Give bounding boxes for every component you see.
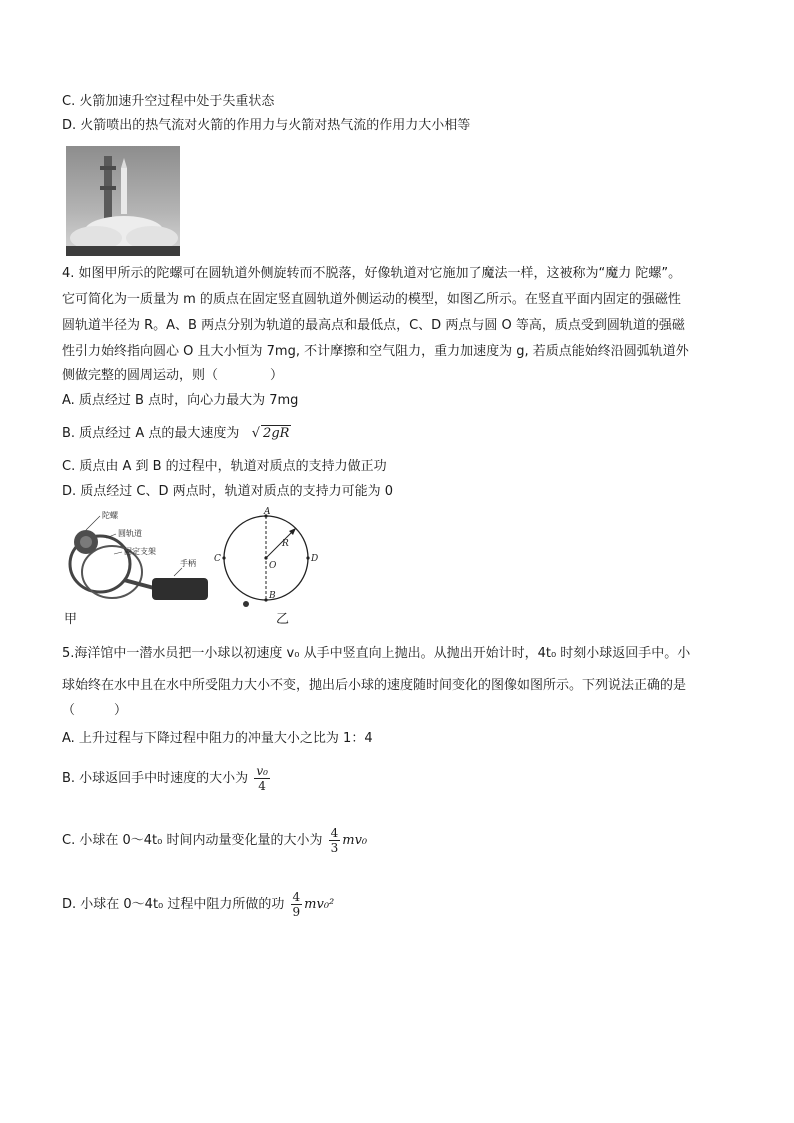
q5-stem-line-3: （ ） (62, 703, 128, 718)
figure-yi-label-c: C (214, 554, 221, 564)
q4-stem-line-3: 圆轨道半径为 R。A、B 两点分别为轨道的最高点和最低点，C、D 两点与圆 O 等高，质点受到圆轨道的强磁 (62, 318, 685, 333)
figure-jia-label-handle: 手柄 (180, 559, 196, 568)
q4-option-a: A. 质点经过 B 点时，向心力最大为 7mg (62, 393, 299, 408)
q3-option-d: D. 火箭喷出的热气流对火箭的作用力与火箭对热气流的作用力大小相等 (62, 118, 471, 133)
q5-option-d-denominator: 9 (292, 905, 301, 919)
q4-stem-line-2: 它可简化为一质量为 m 的质点在固定竖直圆轨道外侧运动的模型，如图乙所示。在竖直平面内固定的强磁性 (62, 292, 681, 307)
q5-option-c-numerator: 4 (330, 826, 339, 840)
figure-jia-caption: 甲 (64, 612, 78, 627)
q5-option-d-fraction (291, 890, 303, 919)
q5-stem-line-1: 5.海洋馆中一潜水员把一小球以初速度 v₀ 从手中竖直向上抛出。从抛出开始计时，4t₀ 时刻小球返回手中。小 (62, 646, 691, 661)
q4-option-b-sqrt: 2gR (263, 426, 290, 441)
figure-jia-label-stand: 固定支架 (124, 547, 156, 556)
q5-option-b-fraction (254, 764, 270, 793)
figure-yi-label-r: R (282, 539, 289, 549)
q5-stem-line-2: 球始终在水中且在水中所受阻力大小不变，抛出后小球的速度随时间变化的图像如图所示。下列说法正确的是 (62, 678, 687, 693)
q4-stem-line-4: 性引力始终指向圆心 O 且大小恒为 7mg, 不计摩擦和空气阻力，重力加速度为 g, 若质点能始终沿圆弧轨道外 (62, 344, 689, 359)
q4-option-d: D. 质点经过 C、D 两点时，轨道对质点的支持力可能为 0 (62, 484, 394, 499)
q5-option-d-numerator: 4 (292, 890, 301, 904)
figure-yi-circle-diagram (212, 506, 328, 608)
q5-option-c-fraction (329, 826, 341, 855)
q4-stem-line-5: 侧做完整的圆周运动，则（ ） (62, 368, 284, 383)
q5-option-c-tail: mv₀ (342, 833, 368, 848)
q5-option-d (62, 888, 334, 922)
q5-option-d-tail: mv₀² (304, 897, 335, 912)
figure-yi-label-b: B (269, 591, 276, 601)
q4-option-c: C. 质点由 A 到 B 的过程中，轨道对质点的支持力做正功 (62, 459, 387, 474)
q5-option-c-denominator: 3 (330, 841, 339, 855)
q5-option-c-text: C. 小球在 0～4t₀ 时间内动量变化量的大小为 (62, 833, 323, 848)
figure-jia-label-ring: 圆轨道 (118, 529, 142, 538)
q4-option-b-text: B. 质点经过 A 点的最大速度为 (62, 426, 240, 441)
q5-option-b-numerator: v₀ (256, 764, 268, 778)
q5-option-b (62, 762, 272, 796)
q5-option-d-text: D. 小球在 0～4t₀ 过程中阻力所做的功 (62, 897, 285, 912)
figure-jia-gyro-photo (64, 506, 214, 606)
figure-yi-label-o: O (269, 561, 277, 571)
q3-option-c: C. 火箭加速升空过程中处于失重状态 (62, 94, 275, 109)
rocket-launch-photo (66, 146, 180, 256)
figure-yi-label-a: A (264, 507, 271, 517)
q4-option-b: B. 质点经过 A 点的最大速度为 √ 2gR (62, 426, 290, 441)
figure-yi-caption: 乙 (276, 612, 290, 627)
q5-option-a: A. 上升过程与下降过程中阻力的冲量大小之比为 1：4 (62, 731, 373, 746)
q4-stem-line-1: 4. 如图甲所示的陀螺可在圆轨道外侧旋转而不脱落，好像轨道对它施加了魔法一样，这被称为“魔力 陀螺”。 (62, 266, 682, 281)
q5-option-c (62, 824, 367, 858)
q5-option-b-denominator: 4 (258, 779, 266, 793)
figure-yi-label-d: D (311, 554, 319, 564)
figure-jia-label-gyro: 陀螺 (102, 511, 118, 520)
q5-option-b-text: B. 小球返回手中时速度的大小为 (62, 771, 249, 786)
